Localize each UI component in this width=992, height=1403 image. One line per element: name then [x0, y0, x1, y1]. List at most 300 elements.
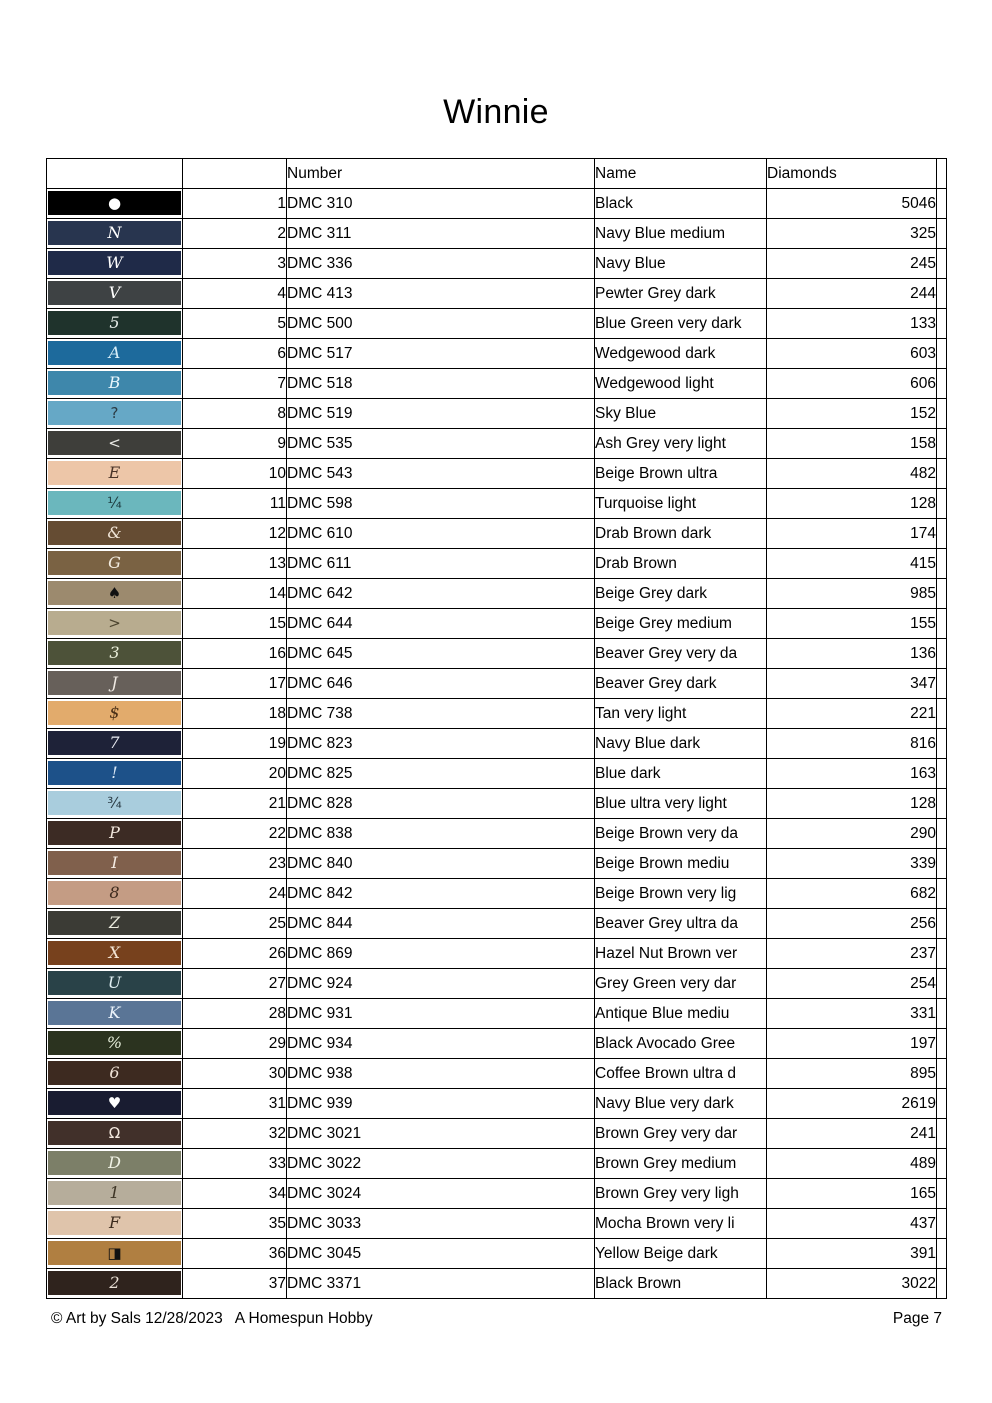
- color-swatch: [48, 851, 181, 875]
- row-index: 18: [183, 699, 287, 729]
- footer-page-number: Page 7: [892, 1310, 942, 1327]
- color-swatch: [48, 701, 181, 725]
- diamond-count: 256: [767, 909, 937, 939]
- diamond-count: 5046: [767, 189, 937, 219]
- color-swatch-cell: [47, 459, 183, 489]
- table-row: [47, 459, 947, 489]
- color-swatch-cell: [47, 1179, 183, 1209]
- color-swatch: [48, 1031, 181, 1055]
- color-name: Blue Green very dark: [595, 309, 767, 339]
- color-swatch: [48, 1211, 181, 1235]
- row-index: 32: [183, 1119, 287, 1149]
- diamond-count: 152: [767, 399, 937, 429]
- swatch-symbol: >: [108, 613, 121, 632]
- row-tail-cell: [937, 669, 947, 699]
- color-swatch: [48, 491, 181, 515]
- swatch-symbol: <: [108, 433, 121, 452]
- swatch-symbol: 8: [109, 883, 120, 902]
- row-tail-cell: [937, 1089, 947, 1119]
- swatch-symbol: J: [111, 673, 118, 692]
- color-swatch: [48, 551, 181, 575]
- swatch-symbol: ♠: [107, 583, 122, 602]
- row-tail-cell: [937, 1179, 947, 1209]
- table-row: [47, 789, 947, 819]
- row-index: 25: [183, 909, 287, 939]
- color-swatch-cell: [47, 639, 183, 669]
- row-index: 31: [183, 1089, 287, 1119]
- diamond-count: 241: [767, 1119, 937, 1149]
- color-swatch-cell: [47, 1119, 183, 1149]
- table-row: [47, 969, 947, 999]
- color-name: Black Avocado Gree: [595, 1029, 767, 1059]
- table-row: [47, 219, 947, 249]
- header-name: Name: [595, 159, 767, 189]
- page-footer: [46, 1310, 946, 1336]
- color-name: Black: [595, 189, 767, 219]
- table-row: [47, 249, 947, 279]
- swatch-symbol: V: [108, 283, 121, 302]
- dmc-number: DMC 3022: [287, 1149, 595, 1179]
- color-swatch: [48, 1241, 181, 1265]
- row-tail-cell: [937, 729, 947, 759]
- diamond-count: 415: [767, 549, 937, 579]
- diamond-count: 482: [767, 459, 937, 489]
- color-swatch-cell: [47, 519, 183, 549]
- table-row: [47, 1179, 947, 1209]
- color-swatch: [48, 1151, 181, 1175]
- color-swatch: [48, 821, 181, 845]
- color-swatch-cell: [47, 369, 183, 399]
- swatch-symbol: 7: [109, 733, 120, 752]
- row-tail-cell: [937, 549, 947, 579]
- color-swatch: [48, 371, 181, 395]
- color-swatch-cell: [47, 1269, 183, 1299]
- row-index: 6: [183, 339, 287, 369]
- color-name: Beaver Grey dark: [595, 669, 767, 699]
- color-name: Beige Brown ultra: [595, 459, 767, 489]
- table-body: [47, 189, 947, 1299]
- row-index: 30: [183, 1059, 287, 1089]
- color-swatch-cell: [47, 999, 183, 1029]
- diamond-count: 163: [767, 759, 937, 789]
- row-index: 34: [183, 1179, 287, 1209]
- row-tail-cell: [937, 399, 947, 429]
- color-swatch-cell: [47, 399, 183, 429]
- color-name: Beige Brown very lig: [595, 879, 767, 909]
- row-index: 28: [183, 999, 287, 1029]
- swatch-symbol: 3: [109, 643, 120, 662]
- color-swatch: [48, 671, 181, 695]
- color-swatch-cell: [47, 939, 183, 969]
- row-tail-cell: [937, 939, 947, 969]
- row-tail-cell: [937, 1269, 947, 1299]
- footer-credit: © Art by Sals 12/28/2023 A Homespun Hobby: [51, 1310, 373, 1327]
- row-tail-cell: [937, 279, 947, 309]
- table-row: [47, 1239, 947, 1269]
- dmc-number: DMC 3045: [287, 1239, 595, 1269]
- dmc-number: DMC 646: [287, 669, 595, 699]
- row-tail-cell: [937, 879, 947, 909]
- swatch-symbol: D: [108, 1153, 121, 1172]
- color-swatch-cell: [47, 189, 183, 219]
- row-tail-cell: [937, 1059, 947, 1089]
- color-name: Beaver Grey very da: [595, 639, 767, 669]
- table-row: [47, 759, 947, 789]
- dmc-number: DMC 931: [287, 999, 595, 1029]
- color-swatch-cell: [47, 579, 183, 609]
- row-index: 19: [183, 729, 287, 759]
- row-index: 14: [183, 579, 287, 609]
- dmc-number: DMC 336: [287, 249, 595, 279]
- color-name: Drab Brown dark: [595, 519, 767, 549]
- diamond-count: 290: [767, 819, 937, 849]
- header-row: [47, 159, 947, 189]
- color-name: Drab Brown: [595, 549, 767, 579]
- row-tail-cell: [937, 1209, 947, 1239]
- row-tail-cell: [937, 1149, 947, 1179]
- swatch-symbol: Ω: [108, 1123, 121, 1142]
- diamond-count: 347: [767, 669, 937, 699]
- dmc-number: DMC 934: [287, 1029, 595, 1059]
- color-swatch-cell: [47, 819, 183, 849]
- diamond-count: 133: [767, 309, 937, 339]
- table-header: [47, 159, 947, 189]
- diamond-count: 391: [767, 1239, 937, 1269]
- swatch-symbol: ?: [110, 403, 119, 422]
- color-name: Beige Brown mediu: [595, 849, 767, 879]
- color-swatch: [48, 281, 181, 305]
- color-swatch: [48, 191, 181, 215]
- color-name: Beaver Grey ultra da: [595, 909, 767, 939]
- swatch-symbol: 2: [109, 1273, 120, 1292]
- swatch-symbol: %: [106, 1033, 123, 1052]
- color-swatch: [48, 341, 181, 365]
- dmc-number: DMC 535: [287, 429, 595, 459]
- color-swatch: [48, 461, 181, 485]
- color-swatch-cell: [47, 909, 183, 939]
- color-swatch-cell: [47, 729, 183, 759]
- diamond-count: 3022: [767, 1269, 937, 1299]
- color-name: Wedgewood light: [595, 369, 767, 399]
- color-swatch-cell: [47, 1149, 183, 1179]
- color-name: Brown Grey very dar: [595, 1119, 767, 1149]
- dmc-number: DMC 310: [287, 189, 595, 219]
- row-index: 33: [183, 1149, 287, 1179]
- color-name: Beige Brown very da: [595, 819, 767, 849]
- color-swatch-cell: [47, 429, 183, 459]
- color-name: Brown Grey medium: [595, 1149, 767, 1179]
- dmc-number: DMC 838: [287, 819, 595, 849]
- swatch-symbol: ♥: [107, 1093, 122, 1112]
- table-row: [47, 699, 947, 729]
- row-index: 9: [183, 429, 287, 459]
- dmc-number: DMC 519: [287, 399, 595, 429]
- diamond-count: 128: [767, 789, 937, 819]
- diamond-count: 155: [767, 609, 937, 639]
- row-index: 22: [183, 819, 287, 849]
- diamond-count: 325: [767, 219, 937, 249]
- swatch-symbol: 1: [109, 1183, 120, 1202]
- header-index: [183, 159, 287, 189]
- table-row: [47, 1059, 947, 1089]
- row-tail-cell: [937, 969, 947, 999]
- swatch-symbol: G: [108, 553, 121, 572]
- swatch-symbol: F: [108, 1213, 121, 1232]
- diamond-count: 985: [767, 579, 937, 609]
- dmc-number: DMC 413: [287, 279, 595, 309]
- diamond-count: 245: [767, 249, 937, 279]
- color-swatch: [48, 1061, 181, 1085]
- color-name: Turquoise light: [595, 489, 767, 519]
- row-index: 4: [183, 279, 287, 309]
- color-swatch-cell: [47, 549, 183, 579]
- swatch-symbol: I: [111, 853, 118, 872]
- row-tail-cell: [937, 369, 947, 399]
- dmc-number: DMC 828: [287, 789, 595, 819]
- swatch-symbol: K: [108, 1003, 121, 1022]
- color-name: Pewter Grey dark: [595, 279, 767, 309]
- row-index: 5: [183, 309, 287, 339]
- table-row: [47, 369, 947, 399]
- row-index: 24: [183, 879, 287, 909]
- row-tail-cell: [937, 759, 947, 789]
- color-swatch-cell: [47, 849, 183, 879]
- color-swatch: [48, 641, 181, 665]
- color-name: Navy Blue medium: [595, 219, 767, 249]
- color-swatch: [48, 431, 181, 455]
- dmc-number: DMC 869: [287, 939, 595, 969]
- row-index: 11: [183, 489, 287, 519]
- diamond-count: 165: [767, 1179, 937, 1209]
- row-index: 7: [183, 369, 287, 399]
- diamond-count: 158: [767, 429, 937, 459]
- color-swatch: [48, 521, 181, 545]
- table-row: [47, 939, 947, 969]
- table-row: [47, 189, 947, 219]
- row-tail-cell: [937, 999, 947, 1029]
- diamond-count: 2619: [767, 1089, 937, 1119]
- color-swatch-cell: [47, 339, 183, 369]
- row-index: 16: [183, 639, 287, 669]
- table-row: [47, 519, 947, 549]
- row-tail-cell: [937, 609, 947, 639]
- color-swatch: [48, 761, 181, 785]
- dmc-number: DMC 823: [287, 729, 595, 759]
- swatch-symbol: Z: [108, 913, 121, 932]
- color-swatch-cell: [47, 969, 183, 999]
- dmc-number: DMC 311: [287, 219, 595, 249]
- diamond-count: 128: [767, 489, 937, 519]
- table-row: [47, 279, 947, 309]
- dmc-number: DMC 543: [287, 459, 595, 489]
- dmc-number: DMC 598: [287, 489, 595, 519]
- table-row: [47, 309, 947, 339]
- color-swatch: [48, 251, 181, 275]
- color-swatch: [48, 731, 181, 755]
- row-tail-cell: [937, 849, 947, 879]
- header-diamonds: Diamonds: [767, 159, 937, 189]
- color-swatch-cell: [47, 1029, 183, 1059]
- color-swatch: [48, 791, 181, 815]
- color-swatch: [48, 1091, 181, 1115]
- table-row: [47, 1209, 947, 1239]
- dmc-number: DMC 645: [287, 639, 595, 669]
- table-row: [47, 489, 947, 519]
- table-row: [47, 609, 947, 639]
- row-index: 21: [183, 789, 287, 819]
- color-name: Beige Grey dark: [595, 579, 767, 609]
- row-tail-cell: [937, 1029, 947, 1059]
- swatch-symbol: W: [106, 253, 123, 272]
- dmc-number: DMC 644: [287, 609, 595, 639]
- diamond-count: 331: [767, 999, 937, 1029]
- header-tail: [937, 159, 947, 189]
- color-swatch: [48, 581, 181, 605]
- dmc-number: DMC 738: [287, 699, 595, 729]
- color-swatch: [48, 611, 181, 635]
- diamond-count: 221: [767, 699, 937, 729]
- color-name: Beige Grey medium: [595, 609, 767, 639]
- diamond-count: 237: [767, 939, 937, 969]
- color-swatch-cell: [47, 879, 183, 909]
- diamond-count: 254: [767, 969, 937, 999]
- diamond-count: 136: [767, 639, 937, 669]
- row-tail-cell: [937, 429, 947, 459]
- row-tail-cell: [937, 519, 947, 549]
- row-tail-cell: [937, 219, 947, 249]
- color-name: Grey Green very dar: [595, 969, 767, 999]
- dmc-number: DMC 518: [287, 369, 595, 399]
- color-name: Navy Blue dark: [595, 729, 767, 759]
- table-row: [47, 1089, 947, 1119]
- row-index: 3: [183, 249, 287, 279]
- dmc-number: DMC 3021: [287, 1119, 595, 1149]
- color-swatch: [48, 911, 181, 935]
- swatch-symbol: 6: [109, 1063, 120, 1082]
- dmc-number: DMC 610: [287, 519, 595, 549]
- swatch-symbol: ¼: [107, 493, 122, 512]
- swatch-symbol: 5: [109, 313, 120, 332]
- color-swatch: [48, 221, 181, 245]
- swatch-symbol: ●: [107, 193, 122, 212]
- color-swatch: [48, 1271, 181, 1295]
- table-row: [47, 1149, 947, 1179]
- swatch-symbol: !: [111, 763, 118, 782]
- table-row: [47, 549, 947, 579]
- color-swatch-cell: [47, 669, 183, 699]
- color-swatch: [48, 941, 181, 965]
- table-row: [47, 879, 947, 909]
- color-swatch-cell: [47, 249, 183, 279]
- table-row: [47, 429, 947, 459]
- row-index: 1: [183, 189, 287, 219]
- row-index: 23: [183, 849, 287, 879]
- color-swatch-cell: [47, 759, 183, 789]
- color-swatch-cell: [47, 1089, 183, 1119]
- swatch-symbol: A: [108, 343, 121, 362]
- dmc-number: DMC 825: [287, 759, 595, 789]
- table-row: [47, 819, 947, 849]
- dmc-number: DMC 924: [287, 969, 595, 999]
- table-row: [47, 1269, 947, 1299]
- color-swatch: [48, 311, 181, 335]
- dmc-number: DMC 840: [287, 849, 595, 879]
- diamond-count: 816: [767, 729, 937, 759]
- row-index: 17: [183, 669, 287, 699]
- row-tail-cell: [937, 789, 947, 819]
- swatch-symbol: ¾: [107, 793, 122, 812]
- dmc-number: DMC 3371: [287, 1269, 595, 1299]
- row-tail-cell: [937, 579, 947, 609]
- diamond-count: 603: [767, 339, 937, 369]
- swatch-symbol: &: [107, 523, 122, 542]
- color-name: Ash Grey very light: [595, 429, 767, 459]
- dmc-number: DMC 500: [287, 309, 595, 339]
- color-name: Blue dark: [595, 759, 767, 789]
- row-index: 37: [183, 1269, 287, 1299]
- dmc-number: DMC 938: [287, 1059, 595, 1089]
- row-index: 26: [183, 939, 287, 969]
- color-name: Navy Blue: [595, 249, 767, 279]
- color-name: Wedgewood dark: [595, 339, 767, 369]
- color-name: Yellow Beige dark: [595, 1239, 767, 1269]
- color-swatch-cell: [47, 1239, 183, 1269]
- diamond-count: 197: [767, 1029, 937, 1059]
- swatch-symbol: P: [109, 823, 120, 842]
- dmc-number: DMC 3033: [287, 1209, 595, 1239]
- dmc-number: DMC 611: [287, 549, 595, 579]
- color-legend-table: [46, 158, 947, 1299]
- color-name: Tan very light: [595, 699, 767, 729]
- color-swatch-cell: [47, 789, 183, 819]
- swatch-symbol: B: [108, 373, 121, 392]
- row-index: 20: [183, 759, 287, 789]
- color-swatch: [48, 1121, 181, 1145]
- swatch-symbol: U: [107, 973, 122, 992]
- row-index: 36: [183, 1239, 287, 1269]
- color-swatch-cell: [47, 219, 183, 249]
- row-tail-cell: [937, 309, 947, 339]
- swatch-symbol: E: [108, 463, 121, 482]
- color-swatch-cell: [47, 699, 183, 729]
- diamond-count: 339: [767, 849, 937, 879]
- table-row: [47, 339, 947, 369]
- swatch-symbol: $: [109, 703, 120, 722]
- color-swatch: [48, 881, 181, 905]
- row-tail-cell: [937, 249, 947, 279]
- row-tail-cell: [937, 1239, 947, 1269]
- color-name: Mocha Brown very li: [595, 1209, 767, 1239]
- dmc-number: DMC 642: [287, 579, 595, 609]
- color-name: Sky Blue: [595, 399, 767, 429]
- header-number: Number: [287, 159, 595, 189]
- color-swatch-cell: [47, 1209, 183, 1239]
- table-row: [47, 1029, 947, 1059]
- table-row: [47, 729, 947, 759]
- color-swatch: [48, 971, 181, 995]
- row-tail-cell: [937, 1119, 947, 1149]
- diamond-count: 489: [767, 1149, 937, 1179]
- color-name: Black Brown: [595, 1269, 767, 1299]
- color-swatch: [48, 401, 181, 425]
- row-tail-cell: [937, 489, 947, 519]
- swatch-symbol: ◨: [107, 1243, 122, 1262]
- row-tail-cell: [937, 699, 947, 729]
- diamond-count: 244: [767, 279, 937, 309]
- diamond-count: 895: [767, 1059, 937, 1089]
- color-name: Brown Grey very ligh: [595, 1179, 767, 1209]
- color-swatch-cell: [47, 609, 183, 639]
